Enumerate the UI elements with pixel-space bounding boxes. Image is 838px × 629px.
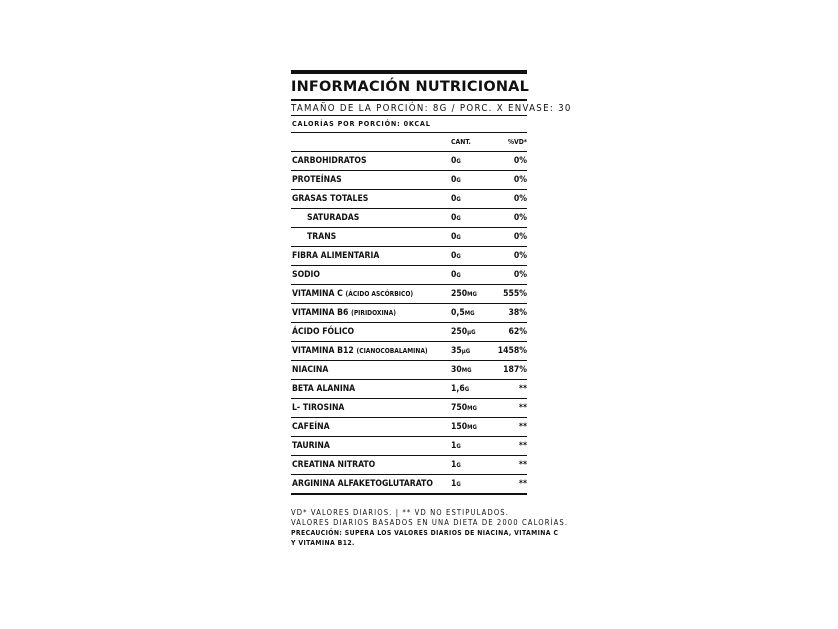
table-row [291,436,527,455]
nutrient-daily-value: ** [518,479,527,489]
table-row [291,379,527,398]
nutrient-name-text: VITAMINA B6 [292,308,352,318]
quantity-value: 1 [451,479,457,489]
table-row [291,341,527,360]
nutrient-name [291,422,451,432]
nutrient-daily-value: 0% [513,270,527,280]
nutrient-quantity [451,346,497,356]
nutrient-name-text: TAURINA [292,441,330,451]
table-row [291,303,527,322]
table-row [291,265,527,284]
nutrient-name [291,270,451,280]
quantity-unit: µG [461,348,471,355]
bottom-divider [291,493,527,495]
quantity-value: 0,5 [451,308,465,318]
quantity-unit: G [456,234,461,241]
quantity-unit: MG [467,424,477,431]
nutrient-subname: (ÁCIDO ASCÓRBICO) [345,290,414,298]
quantity-unit: G [456,272,461,279]
quantity-unit: G [456,158,461,165]
nutrient-quantity [451,232,497,242]
footnote-warning-cont: Y VITAMINA B12. [291,539,355,547]
nutrient-daily-value: 555% [503,289,527,299]
quantity-unit: MG [464,310,475,317]
footnote-vd: VD* VALORES DIARIOS. | ** VD NO ESTIPULADOS. [291,508,509,517]
table-row [291,398,527,417]
footnote-diet: VALORES DIARIOS BASADOS EN UNA DIETA DE 2000 CALORÍAS. [291,518,569,527]
quantity-unit: G [456,462,461,469]
nutrient-name [291,460,451,470]
nutrient-name-text: VITAMINA C [292,289,346,299]
quantity-unit: G [464,386,470,393]
quantity-value: 150 [451,422,468,432]
nutrient-quantity [451,289,497,299]
nutrient-name [291,251,451,261]
nutrient-quantity [451,251,497,261]
nutrient-daily-value: 0% [513,156,527,166]
nutrient-quantity [451,327,497,337]
quantity-value: 0 [451,156,457,166]
quantity-value: 0 [451,270,457,280]
nutrient-name-text: GRASAS TOTALES [292,194,369,204]
quantity-value: 0 [451,175,457,185]
quantity-value: 1,6 [451,384,465,394]
table-header [291,132,527,151]
header-vd: %VD* [507,138,527,146]
nutrient-rows [291,151,527,493]
nutrient-daily-value: 187% [503,365,527,375]
quantity-unit: MG [467,405,477,412]
nutrient-quantity [451,175,497,185]
nutrient-quantity [451,194,497,204]
quantity-unit: G [456,253,461,260]
nutrient-name [291,384,451,394]
table-row [291,455,527,474]
nutrient-name-text: ARGININA ALFAKETOGLUTARATO [292,479,433,489]
nutrient-name-text: VITAMINA B12 [292,346,357,356]
quantity-value: 1 [451,441,457,451]
serving-size: TAMAÑO DE LA PORCIÓN: 8G / PORC. X ENVASE: 30 [291,103,572,114]
nutrient-subname: (PIRIDOXINA) [351,309,396,317]
nutrient-name [291,194,451,204]
quantity-value: 35 [451,346,462,356]
quantity-unit: G [456,177,461,184]
nutrient-daily-value: 62% [508,327,527,337]
table-row [291,417,527,436]
nutrient-quantity [451,156,497,166]
nutrient-subname: (CIANOCOBALAMINA) [356,347,428,355]
nutrient-name [291,213,451,223]
nutrient-daily-value: 38% [508,308,527,318]
quantity-unit: G [456,481,461,488]
table-row [291,189,527,208]
quantity-unit: µG [467,329,476,336]
nutrient-daily-value: 0% [513,175,527,185]
quantity-value: 0 [451,213,457,223]
nutrient-daily-value: ** [518,441,527,451]
table-row [291,151,527,170]
nutrient-quantity [451,479,497,489]
nutrient-daily-value: 0% [513,213,527,223]
table-row [291,208,527,227]
table-row [291,360,527,379]
quantity-unit: G [456,196,461,203]
nutrient-name-text: TRANS [307,232,337,242]
nutrient-name-text: PROTEÍNAS [292,175,342,185]
nutrient-daily-value: 0% [513,194,527,204]
nutrient-quantity [451,308,497,318]
table-row [291,284,527,303]
quantity-value: 0 [451,194,457,204]
nutrient-quantity [451,441,497,451]
nutrient-name [291,441,451,451]
table-row [291,322,527,341]
nutrient-name-text: L- TIROSINA [292,403,345,413]
quantity-value: 0 [451,232,457,242]
nutrient-name-text: CARBOHIDRATOS [292,156,367,166]
quantity-value: 750 [451,403,468,413]
nutrient-quantity [451,213,497,223]
nutrient-name [291,232,451,242]
nutrient-name-text: FIBRA ALIMENTARIA [292,251,380,261]
nutrient-quantity [451,384,497,394]
nutrient-quantity [451,460,497,470]
nutrient-name [291,403,451,413]
footnote-warning: PRECAUCIÓN: SUPERA LOS VALORES DIARIOS DE NIACINA, VITAMINA C [291,529,559,537]
nutrient-daily-value: ** [518,403,527,413]
nutrient-name [291,308,451,318]
quantity-value: 250 [451,327,468,337]
table-row [291,246,527,265]
table-row [291,474,527,493]
nutrient-quantity [451,403,497,413]
footnotes [291,508,569,548]
table-row [291,227,527,246]
calories-per-serving: CALORÍAS POR PORCIÓN: 0KCAL [292,119,431,128]
quantity-value: 1 [451,460,457,470]
nutrient-name [291,327,451,337]
quantity-unit: MG [461,367,472,374]
nutrient-name-text: CREATINA NITRATO [292,460,376,470]
nutrient-name [291,346,451,356]
nutrient-name [291,175,451,185]
nutrient-daily-value: ** [518,384,527,394]
nutrient-daily-value: 0% [513,232,527,242]
nutrient-daily-value: 1458% [497,346,527,356]
nutrient-name [291,289,451,299]
nutrient-quantity [451,422,497,432]
quantity-value: 30 [451,365,462,375]
header-qty: CANT. [451,138,471,146]
nutrient-daily-value: ** [518,422,527,432]
nutrient-name-text: CAFEÍNA [292,422,330,432]
nutrient-name [291,365,451,375]
nutrient-name [291,156,451,166]
label-title: INFORMACIÓN NUTRICIONAL [291,79,530,95]
nutrient-name-text: SATURADAS [307,213,360,223]
nutrient-name-text: SODIO [292,270,321,280]
nutrient-name-text: ÁCIDO FÓLICO [292,327,355,337]
nutrient-name-text: BETA ALANINA [292,384,356,394]
quantity-unit: G [456,443,461,450]
nutrition-facts-label [291,70,572,548]
nutrient-name [291,479,451,489]
table-row [291,170,527,189]
nutrient-name-text: NIACINA [292,365,329,375]
quantity-value: 0 [451,251,457,261]
nutrient-daily-value: ** [518,460,527,470]
quantity-unit: G [456,215,461,222]
quantity-unit: MG [467,291,477,298]
nutrient-quantity [451,270,497,280]
nutrient-daily-value: 0% [513,251,527,261]
quantity-value: 250 [451,289,468,299]
nutrient-quantity [451,365,497,375]
